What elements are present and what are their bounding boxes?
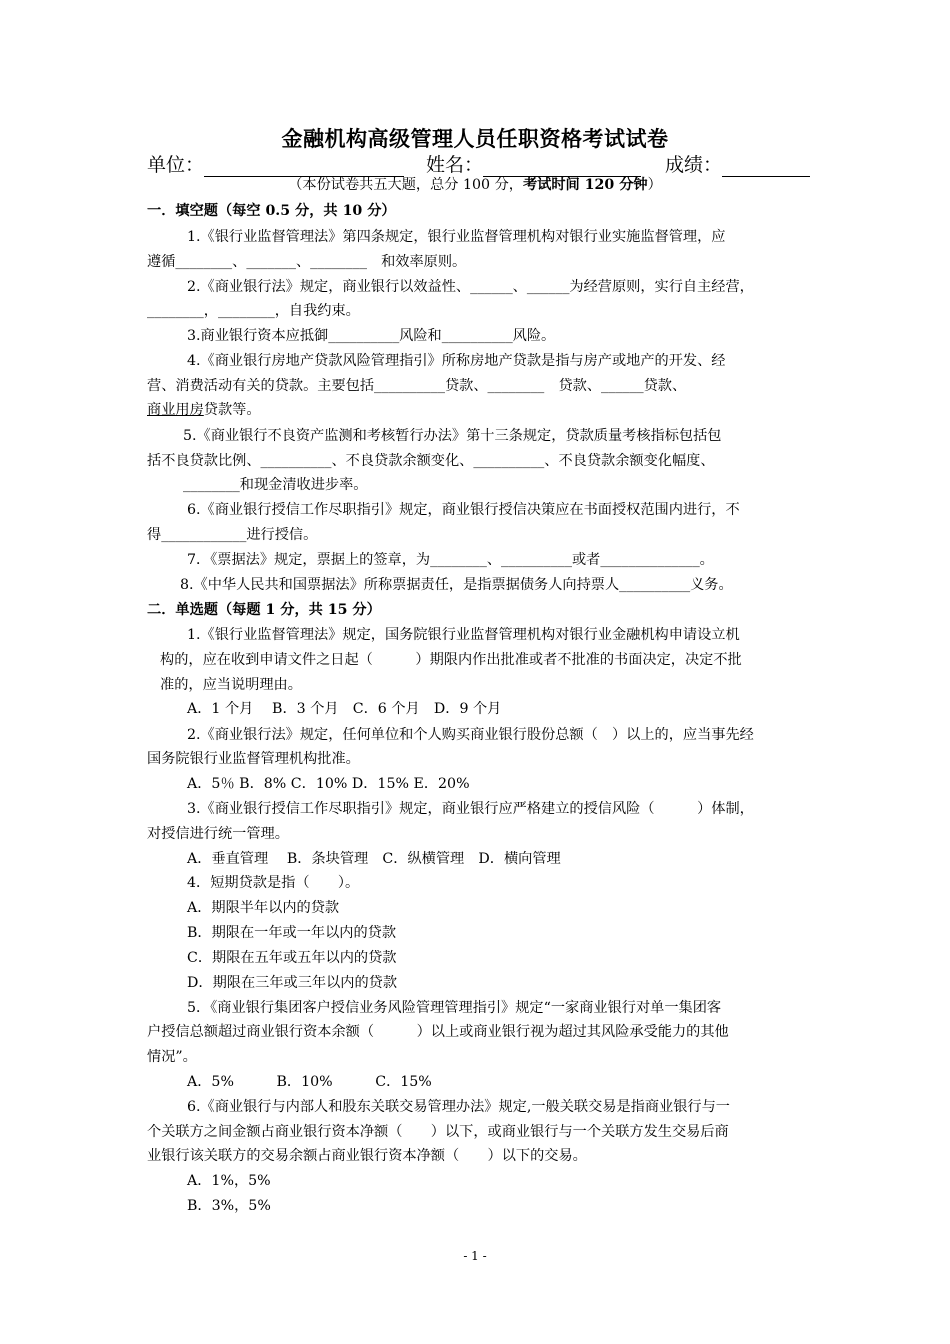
- mc6-line-2: 个关联方之间金额占商业银行资本净额（ ）以下，或商业银行与一个关联方发生交易后商: [147, 1124, 729, 1140]
- q1-line-2: 遵循________、_______、________ 和效率原则。: [147, 254, 467, 270]
- q6-line-2: 得____________进行授信。: [147, 527, 318, 543]
- q5-line-1: 5.《商业银行不良资产监测和考核暂行办法》第十三条规定，贷款质量考核指标包括包: [183, 428, 722, 444]
- q4-line-1: 4.《商业银行房地产贷款风险管理指引》所称房地产贷款是指与房产或地产的开发、经: [187, 353, 726, 369]
- mc2-line-2: 国务院银行业监督管理机构批准。: [147, 751, 360, 767]
- mc6-option-a: A．1%，5%: [187, 1173, 271, 1189]
- q5-line-2: 括不良贷款比例、__________、不良贷款余额变化、__________、不良贷款余额变化幅度、: [147, 453, 715, 469]
- mc4-option-c: C．期限在五年或五年以内的贷款: [187, 950, 397, 966]
- mc1-line-3: 准的，应当说明理由。: [160, 677, 302, 693]
- mc4-option-b: B．期限在一年或一年以内的贷款: [187, 925, 397, 941]
- mc5-line-2: 户授信总额超过商业银行资本余额（ ）以上或商业银行视为超过其风险承受能力的其他: [147, 1024, 729, 1040]
- mc3-options: A．垂直管理 B．条块管理 C．纵横管理 D．横向管理: [187, 851, 561, 867]
- section-single-choice-heading: 二．单选题（每题 1 分，共 15 分）: [147, 602, 381, 618]
- exam-note: （本份试卷共五大题，总分 100 分，考试时间 120 分钟）: [288, 177, 662, 193]
- q5-line-3: ________和现金清收进步率。: [183, 477, 368, 493]
- score-blank[interactable]: [722, 154, 810, 177]
- mc5-options: A．5% B．10% C．15%: [187, 1074, 432, 1090]
- mc5-line-3: 情况”。: [147, 1049, 197, 1065]
- mc6-line-3: 业银行该关联方的交易余额占商业银行资本净额（ ）以下的交易。: [147, 1148, 587, 1164]
- score-label: 成绩：: [665, 154, 723, 176]
- mc3-line-1: 3.《商业银行授信工作尽职指引》规定，商业银行应严格建立的授信风险（ ）体制，: [187, 801, 754, 817]
- q6-line-1: 6.《商业银行授信工作尽职指引》规定，商业银行授信决策应在书面授权范围内进行，不: [187, 502, 740, 518]
- q4-line-3: 商业用房贷款等。: [147, 402, 261, 418]
- mc6-option-b: B．3%，5%: [187, 1198, 271, 1214]
- name-label: 姓名：: [426, 154, 484, 176]
- mc1-line-2: 构的，应在收到申请文件之日起（ ）期限内作出批准或者不批准的书面决定，决定不批: [160, 652, 742, 668]
- q8-line-1: 8.《中华人民共和国票据法》所称票据责任，是指票据债务人向持票人__________义务。: [180, 577, 733, 593]
- mc6-line-1: 6.《商业银行与内部人和股东关联交易管理办法》规定,一般关联交易是指商业银行与一: [187, 1099, 730, 1115]
- unit-label: 单位：: [147, 154, 205, 176]
- q1-line-1: 1.《银行业监督管理法》第四条规定，银行业监督管理机构对银行业实施监督管理，应: [187, 229, 726, 245]
- exam-title: 金融机构高级管理人员任职资格考试试卷: [281, 126, 669, 151]
- q7-line-1: 7．《票据法》规定，票据上的签章，为________、__________或者______________。: [187, 552, 714, 568]
- q4-line-2: 营、消费活动有关的贷款。主要包括__________贷款、________ 贷款、______贷款、: [147, 378, 687, 394]
- mc3-line-2: 对授信进行统一管理。: [147, 826, 289, 842]
- section-fill-in-heading: 一．填空题（每空 0.5 分，共 10 分）: [147, 203, 396, 219]
- mc1-line-1: 1.《银行业监督管理法》规定，国务院银行业监督管理机构对银行业金融机构申请设立机: [187, 627, 740, 643]
- mc4-option-a: A．期限半年以内的贷款: [187, 900, 340, 916]
- mc2-options: A．5％ B．8% C．10% D．15% E．20%: [187, 776, 470, 792]
- mc4-option-d: D．期限在三年或三年以内的贷款: [187, 975, 398, 991]
- name-blank[interactable]: [483, 154, 641, 177]
- unit-blank[interactable]: [204, 154, 404, 177]
- page-number: - 1 -: [463, 1249, 487, 1263]
- q3-line-1: 3.商业银行资本应抵御__________风险和__________风险。: [187, 328, 556, 344]
- mc4-line-1: 4．短期贷款是指（ ）。: [187, 875, 360, 891]
- mc1-options: A．1 个月 B．3 个月 C．6 个月 D．9 个月: [187, 701, 502, 717]
- q2-line-2: ________，________，自我约束。: [147, 303, 360, 319]
- q2-line-1: 2.《商业银行法》规定，商业银行以效益性、______、______为经营原则，实行自主经营，: [187, 279, 754, 295]
- mc5-line-1: 5．《商业银行集团客户授信业务风险管理管理指引》规定“一家商业银行对单一集团客: [187, 1000, 722, 1016]
- mc2-line-1: 2.《商业银行法》规定，任何单位和个人购买商业银行股份总额（ ）以上的，应当事先经: [187, 727, 754, 743]
